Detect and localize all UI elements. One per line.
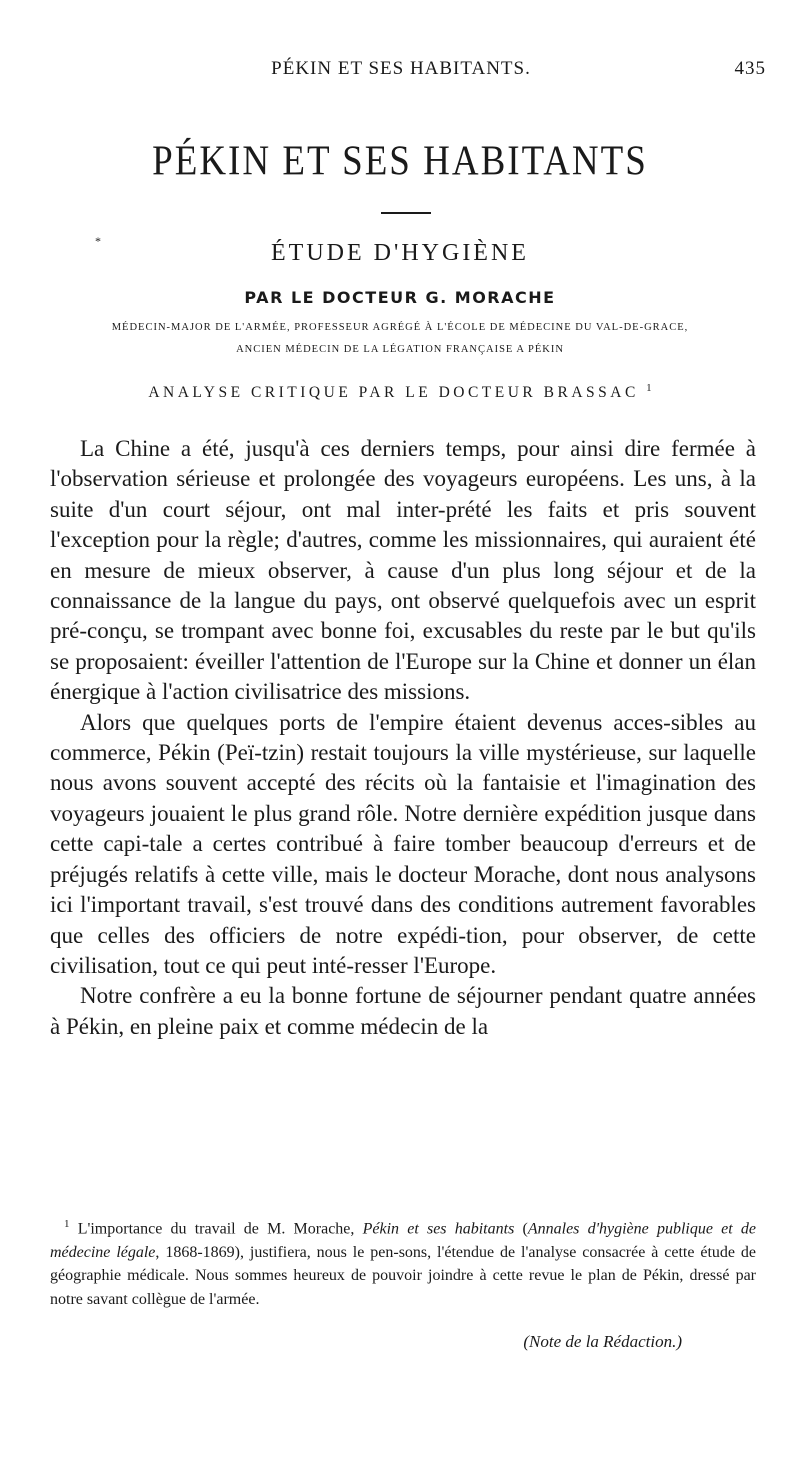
footnote-text-before: L'importance du travail de M. Morache, — [77, 1220, 355, 1238]
author-credentials — [40, 317, 760, 361]
credentials-line-1: MÉDECIN-MAJOR DE L'ARMÉE, PROFESSEUR AGRÉGÉ À L'ÉCOLE DE MÉDECINE DU VAL-DE-GRACE, — [111, 322, 689, 333]
review-text: ANALYSE CRITIQUE PAR LE DOCTEUR BRASSAC — [148, 384, 639, 402]
article-subtitle: ÉTUDE D'HYGIÈNE — [271, 240, 529, 266]
paragraph-3: Notre confrère a eu la bonne fortune de séjourner pendant quatre années à Pékin, en pleine paix et comme médecin de la — [50, 983, 756, 1039]
footnote-text-after: , 1868-1869), justifiera, nous le pen-sons, l'étendue de l'analyse consacrée à cette étude de géographie médicale. Nous sommes heureux de pouvoir joindre à cette revue le plan de Pékin, dressé par notre savant collègue de l'armée. — [50, 1243, 757, 1308]
review-byline — [0, 382, 800, 402]
footnote-text — [50, 1213, 756, 1311]
footnote-journal-title: Annales d'hygiène publique et de médecine légale — [50, 1220, 757, 1261]
article-title: PÉKIN ET SES HABITANTS — [152, 137, 648, 186]
page-number: 435 — [734, 58, 766, 79]
body-text — [50, 434, 756, 1042]
footnote-number: 1 — [64, 1218, 70, 1230]
paragraph-1: La Chine a été, jusqu'à ces derniers temps, pour ainsi dire fermée à l'observation sérieuse et prolongée des voyageurs européens. Les uns, à la suite d'un court séjour, ont mal inter-prété les faits et pris souvent l'exception pour la règle; d'autres, comme les missionnaires, qui auraient été en mesure de mieux observer, à cause d'un plus long séjour et de la connaissance de la langue du pays, ont observé quelquefois avec un esprit pré-conçu, se trompant avec bonne foi, excusables du reste par le but qu'ils se proposaient: éveiller l'attention de l'Europe sur la Chine et donner un élan énergique à l'action civilisatrice des missions. — [50, 436, 756, 705]
margin-mark: * — [95, 234, 101, 248]
title-rule — [381, 212, 431, 214]
paragraph-2: Alors que quelques ports de l'empire étaient devenus acces-sibles au commerce, Pékin (Peï-tzin) restait toujours la ville mystérieuse, sur laquelle nous avons souvent accepté des récits où la fantaisie et l'imagination des voyageurs jouaient le plus grand rôle. Notre dernière expédition jusque dans cette capi-tale a certes contribué à faire tomber beaucoup d'erreurs et de préjugés relatifs à cette ville, mais le docteur Morache, dont nous analysons ici l'important travail, s'est trouvé dans des conditions autrement favorables que celles des officiers de notre expédi-tion, pour observer, de cette civilisation, tout ce qui peut inté-resser l'Europe. — [50, 709, 756, 978]
footnote-work-title: Pékin et ses habitants — [362, 1220, 515, 1238]
credentials-line-2: ANCIEN MÉDECIN DE LA LÉGATION FRANÇAISE A PÉKIN — [236, 344, 564, 355]
running-head — [36, 58, 766, 88]
footnote — [50, 1213, 756, 1311]
footnote-ref: 1 — [646, 382, 652, 394]
footnote-paren-open: ( — [522, 1220, 528, 1238]
editor-note: (Note de la Rédaction.) — [523, 1332, 682, 1351]
running-title: PÉKIN ET SES HABITANTS. — [271, 58, 531, 79]
author-line: PAR LE DOCTEUR G. MORACHE — [244, 288, 556, 307]
